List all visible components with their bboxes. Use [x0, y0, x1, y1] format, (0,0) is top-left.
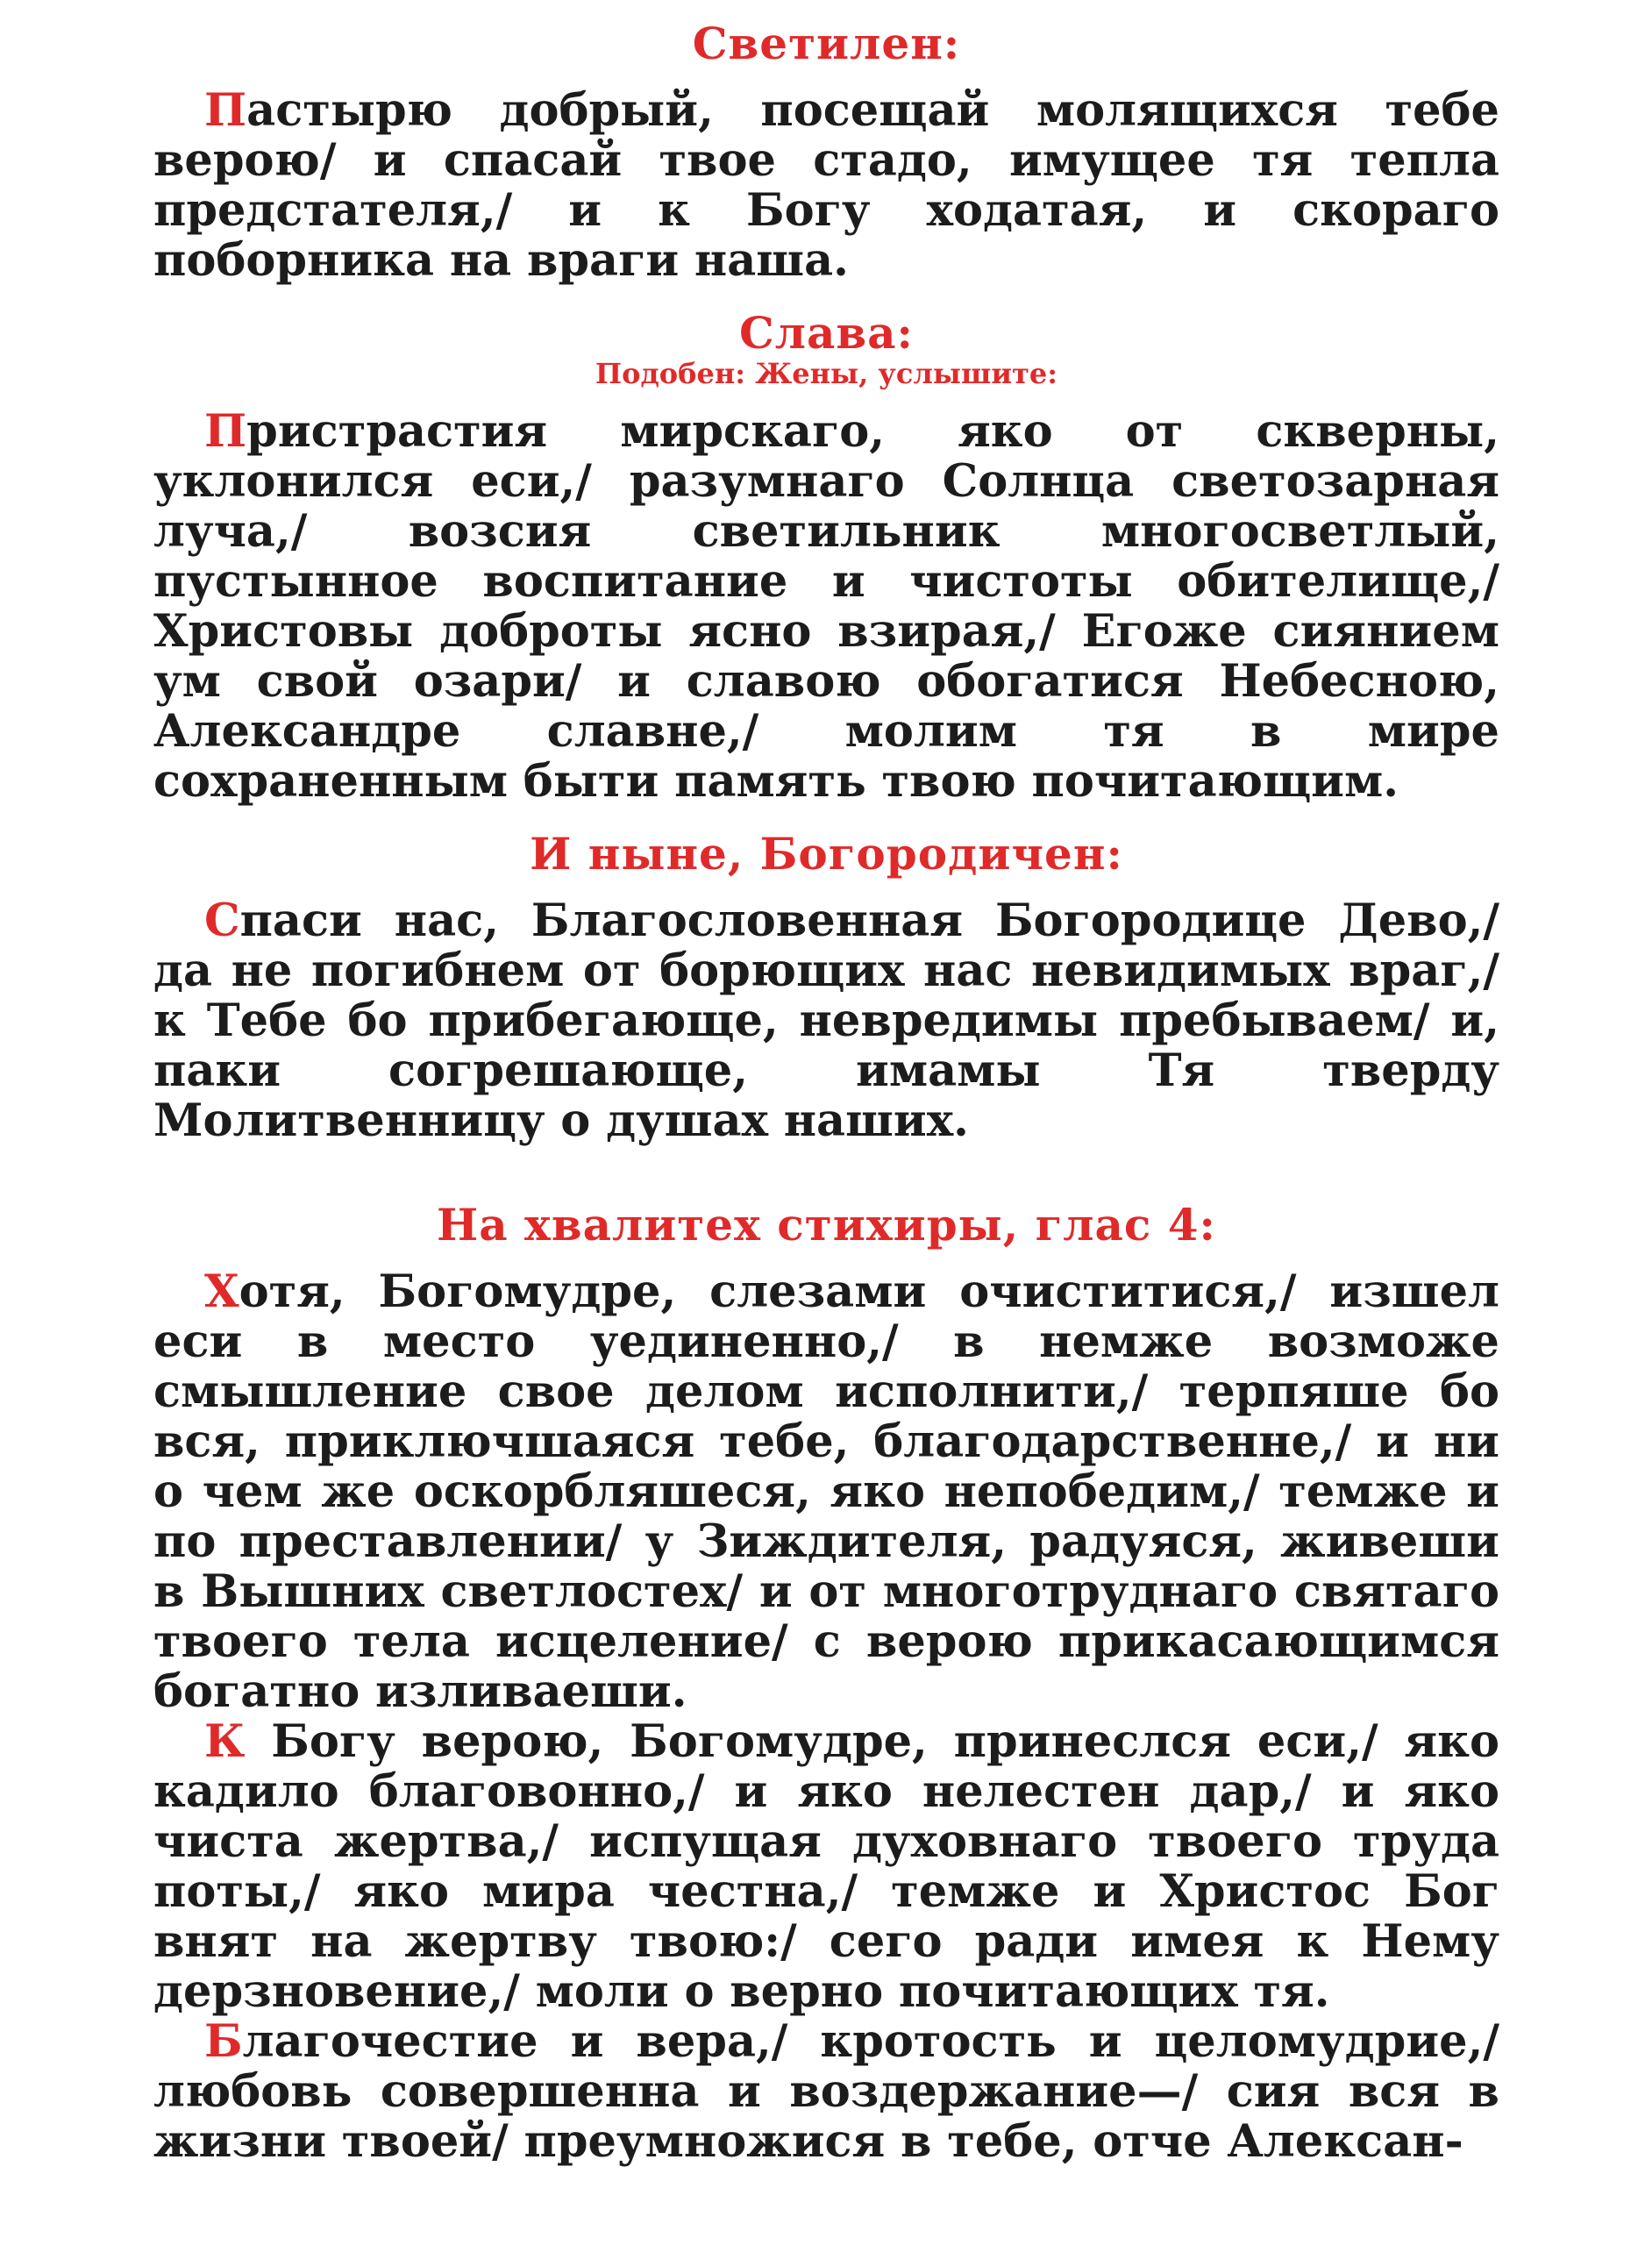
heading-slava: Слава:	[738, 307, 915, 359]
heading-svetilen: Светилен:	[692, 18, 961, 69]
heading-na-hvalitekh: На хвалитех стихиры, глас 4:	[436, 1199, 1217, 1251]
liturgical-text-page	[153, 18, 1499, 2167]
paragraph-stikhira-3	[153, 2017, 1499, 2167]
red-initial: С	[204, 894, 240, 947]
red-initial: П	[204, 84, 247, 137]
paragraph-svetilen	[153, 86, 1499, 286]
red-initial: П	[204, 405, 247, 458]
paragraph-slava	[153, 407, 1499, 807]
paragraph-stikhira-1	[153, 1267, 1499, 1717]
paragraph-bogorodichen	[153, 896, 1499, 1146]
subheading-podoben: Подобен: Жены, услышите:	[595, 357, 1058, 390]
paragraph-text: ристрастия мирскаго, яко от скверны, уклонился еси,/ разумнаго Солнца светозарная луча,/ возсия светильник многосветлый, пустынное воспитание и чистоты обителище,/ Христовы доброты ясно взирая,/ Егоже сиянием ум свой озари/ и славою обогатися Небесною, Александре славне,/ молим тя в мире сохраненным быти память твою почитающим.	[153, 405, 1499, 808]
paragraph-text: Богу верою, Богомудре, принеслся еси,/ яко кадило благовонно,/ и яко нелестен дар,/ и яко чиста жертва,/ испущая духовнаго твоего труда поты,/ яко мира честна,/ темже и Христос Бог внят на жертву твою:/ сего ради имея к Нему дерзновение,/ моли о верно почитающих тя.	[153, 1715, 1499, 2018]
red-initial: Х	[204, 1265, 239, 1318]
paragraph-text: астырю добрый, посещай молящихся тебе верою/ и спасай твое стадо, имущее тя тепла предстателя,/ и к Богу ходатая, и скораго поборника на враги наша.	[153, 84, 1499, 287]
paragraph-text: отя, Богомудре, слезами очиститися,/ изшел еси в место уединенно,/ в немже возможе смышление свое делом исполнити,/ терпяше бо вся, приключшаяся тебе, благодарственне,/ и ни о чем же оскорбляшеся, яко непобедим,/ темже и по преставлении/ у Зиждителя, радуяся, живеши в Вышних светлостех/ и от многотруднаго святаго твоего тела исцеление/ с верою прикасающимся богатно изливаеши.	[153, 1265, 1499, 1718]
heading-bogorodichen: И ныне, Богородичен:	[530, 828, 1123, 880]
paragraph-text: лагочестие и вера,/ кротость и целомудрие,/ любовь совершенна и воздержание—/ сия вся в жизни твоей/ преумножися в тебе, отче Алексан-	[153, 2015, 1499, 2168]
paragraph-text: паси нас, Благословенная Богородице Дево,/ да не погибнем от борющих нас невидимых враг,/ к Тебе бо прибегающе, невредимы пребываем/ и, паки согрешающе, имамы Тя тверду Молитвенницу о душах наших.	[153, 894, 1499, 1147]
red-initial: К	[204, 1715, 246, 1768]
red-initial: Б	[204, 2015, 243, 2068]
paragraph-stikhira-2	[153, 1717, 1499, 2017]
